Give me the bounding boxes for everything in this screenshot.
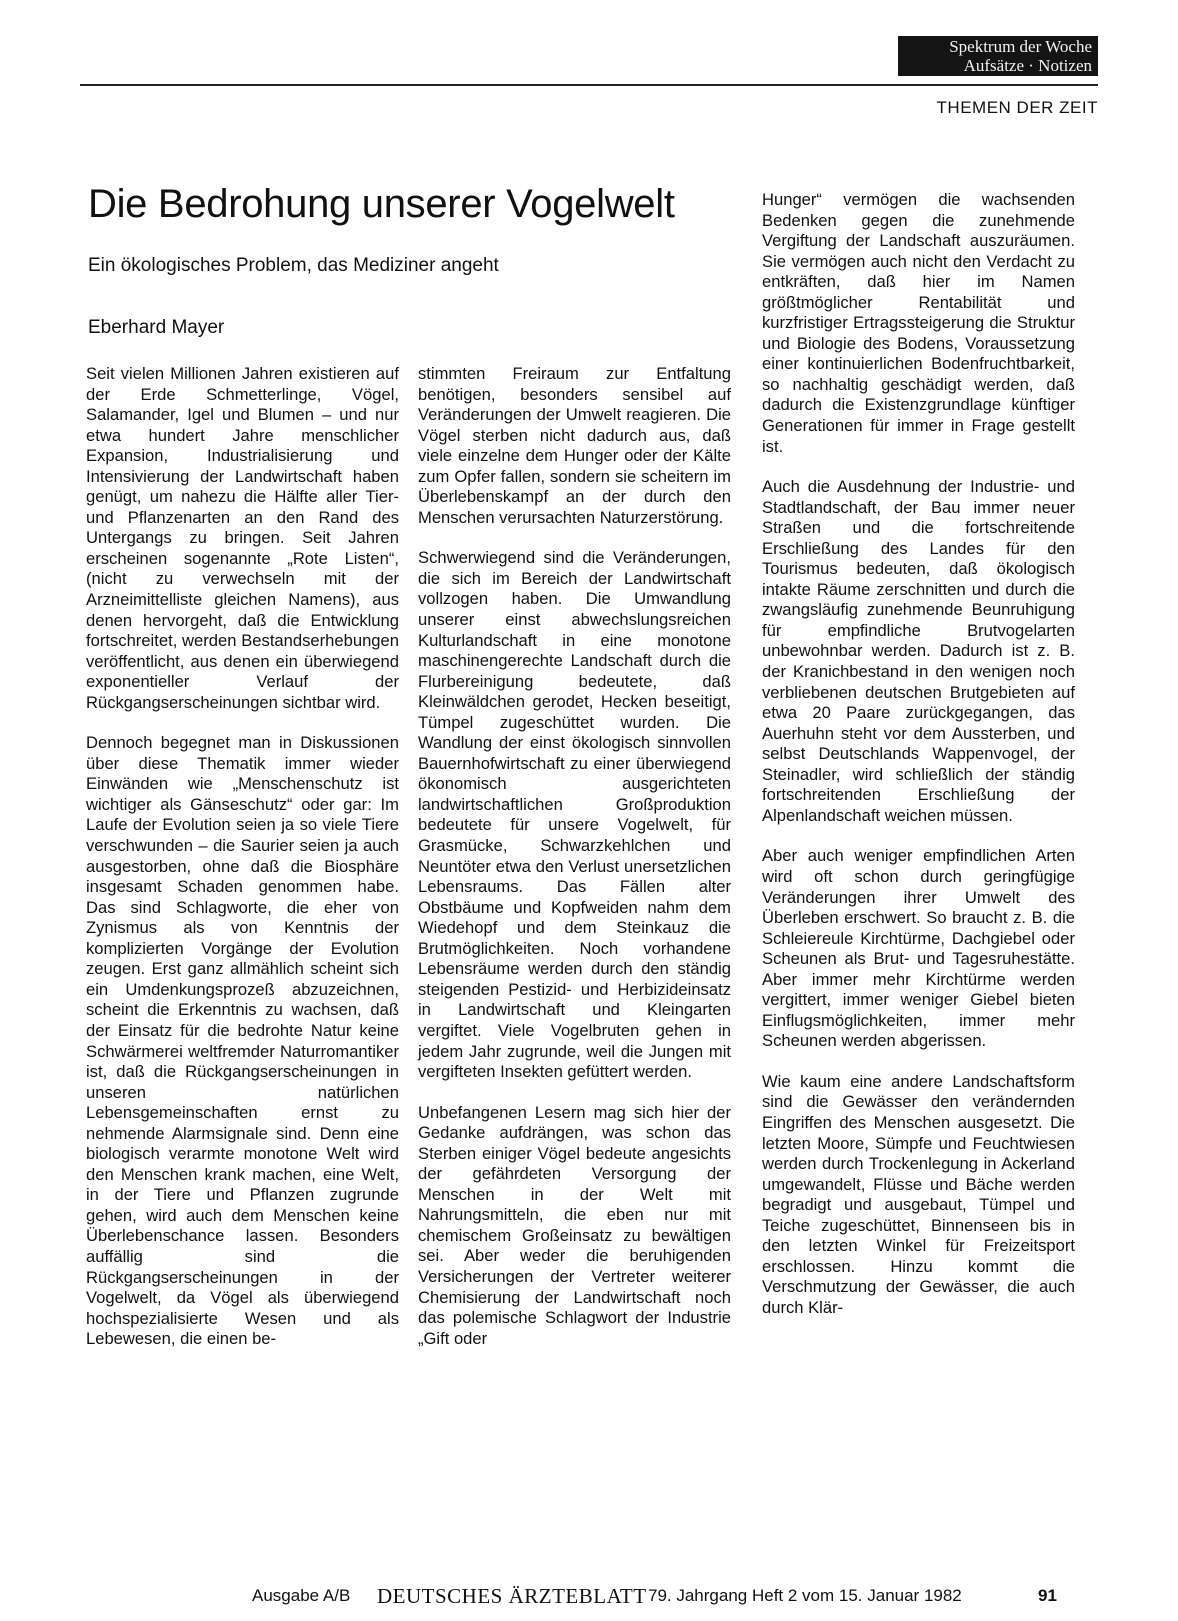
paragraph: Schwerwiegend sind die Veränderungen, die sich im Bereich der Landwirtschaft vollzogen haben. Die Umwandlung unserer einst abwechslungsreichen Kulturlandschaft in eine monotone maschinengerechte Landschaft durch die Flurbereinigung bedeutete, daß Kleinwäldchen gerodet, Hecken beseitigt, Tümpel zugeschüttet wurden. Die Wandlung der einst ökologisch sinnvollen Bauernhofwirtschaft zu einer überwiegend ökonomisch ausgerichteten landwirtschaftlichen Großproduktion bedeutete für unsere Vogelwelt, für Grasmücke, Schwarzkehlchen und Neuntöter etwa den Verlust unersetzlichen Lebensraums. Das Fällen alter Obstbäume und Kopfweiden nahm dem Wiedehopf und dem Steinkauz die Brutmöglichkeiten. Noch vorhandene Lebensräume werden durch den ständig steigenden Pestizid- und Herbizideinsatz in Landwirtschaft und Kleingarten vergiftet. Viele Vogelbruten gehen in jedem Jahr zugrunde, weil die Jungen mit vergifteten Insekten gefüttert werden.: [418, 548, 731, 1082]
paragraph: Unbefangenen Lesern mag sich hier der Gedanke aufdrängen, was schon das Sterben einiger Vögel bedeute angesichts der gefährdeten Versorgung der Menschen in der Welt mit Nahrungsmitteln, die eben nur mit chemischem Großeinsatz zu bewältigen sei. Aber weder die beruhigenden Versicherungen der Vertreter weiterer Chemisierung der Landwirtschaft noch das polemische Schlagwort der Industrie „Gift oder: [418, 1102, 731, 1348]
badge-line-2: Aufsätze · Notizen: [963, 56, 1092, 75]
section-badge: [898, 36, 1098, 76]
article-subtitle: Ein ökologisches Problem, das Mediziner angeht: [88, 255, 499, 276]
article-author: Eberhard Mayer: [88, 317, 225, 338]
text-column-1: [86, 364, 399, 1370]
paragraph: Aber auch weniger empfindlichen Arten wird oft schon durch geringfügige Veränderungen ihrer Umwelt des Überleben erschwert. So braucht z. B. die Schleiereule Kirchtürme, Dachgiebel oder Scheunen als Brut- und Tagesruhestätte. Aber immer mehr Kirchtürme werden vergittert, immer weniger Giebel bieten Einflugsmöglichkeiten, immer mehr Scheunen werden abgerissen.: [762, 846, 1075, 1051]
badge-line-1: Spektrum der Woche: [949, 37, 1092, 56]
paragraph: Dennoch begegnet man in Diskussionen über diese Thematik immer wieder Einwänden wie „Menschenschutz ist wichtiger als Gänseschutz“ oder gar: Im Laufe der Evolution seien ja so viele Tiere verschwunden – die Saurier seien ja auch ausgestorben, ohne daß die Biosphäre insgesamt Schaden genommen habe. Das sind Schlagworte, die eher von Zynismus als von Kenntnis der komplizierten Vorgänge der Evolution zeugen. Erst ganz allmählich scheint sich ein Umdenkungsprozeß abzuzeichnen, scheint die Erkenntnis zu wachsen, daß der Einsatz für die bedrohte Natur keine Schwärmerei weltfremder Naturromantiker ist, daß die Rückgangserscheinungen in unseren natürlichen Lebensgemeinschaften ernst zu nehmende Alarmsignale sind. Denn eine biologisch verarmte monotone Welt wird den Menschen krank machen, eine Welt, in der Tiere und Pflanzen zugrunde gehen, wird auch dem Menschen keine Überlebenschance lassen. Besonders auffällig sind die Rückgangserscheinungen in der Vogelwelt, da Vögel als überwiegend hochspezialisierte Wesen und als Lebewesen, die einen be-: [86, 733, 399, 1349]
paragraph: Wie kaum eine andere Landschaftsform sind die Gewässer den verändernden Eingriffen des Menschen ausgesetzt. Die letzten Moore, Sümpfe und Feuchtwiesen werden durch Trockenlegung in Ackerland umgewandelt, Flüsse und Bäche werden begradigt und ausgebaut, Tümpel und Teiche zugeschüttet, Binnenseen bis in den letzten Winkel für Freizeitsport erschlossen. Hinzu kommt die Verschmutzung der Gewässer, die auch durch Klär-: [762, 1071, 1075, 1317]
page-number: 91: [1038, 1586, 1057, 1605]
header-rule: [80, 84, 1098, 86]
paragraph: Hunger“ vermögen die wachsenden Bedenken gegen die zunehmende Vergiftung der Landschaft auszuräumen. Sie vermögen auch nicht den Verdacht zu entkräften, daß hier im Namen größtmöglicher Rentabilität und kurzfristiger Ertragssteigerung die Struktur und Biologie des Bodens, Voraussetzung einer kontinuierlichen Bodenfruchtbarkeit, so nachhaltig geschädigt werden, daß dadurch die Existenzgrundlage künftiger Generationen für immer in Frage gestellt ist.: [762, 190, 1075, 456]
text-column-3: [762, 190, 1075, 1338]
text-column-2: [418, 364, 731, 1369]
paragraph: Auch die Ausdehnung der Industrie- und Stadtlandschaft, der Bau immer neuer Straßen und die fortschreitende Erschließung des Landes für den Tourismus bedeuten, daß ökologisch intakte Räume zerschnitten und durch die zwangsläufig zunehmende Beunruhigung für empfindliche Brutvogelarten unbewohnbar werden. Dadurch ist z. B. der Kranichbestand in den wenigen noch verbliebenen deutschen Brutgebieten auf etwa 20 Paare zurückgegangen, das Auerhuhn steht vor dem Aussterben, und selbst Deutschlands Wappenvogel, der Steinadler, wird schließlich der ständig fortschreitenden Erschließung der Alpenlandschaft weichen müssen.: [762, 477, 1075, 825]
section-label: THEMEN DER ZEIT: [936, 98, 1098, 117]
paragraph: stimmten Freiraum zur Entfaltung benötigen, besonders sensibel auf Veränderungen der Umwelt reagieren. Die Vögel sterben nicht dadurch aus, daß viele einzelne dem Hunger oder der Kälte zum Opfer fallen, sondern sie scheitern im Überlebenskampf an der durch den Menschen verursachten Naturzerstörung.: [418, 364, 731, 527]
paragraph: Seit vielen Millionen Jahren existieren auf der Erde Schmetterlinge, Vögel, Salamander, Igel und Blumen – und nur etwa hundert Jahre menschlicher Expansion, Industrialisierung und Intensivierung der Landwirtschaft haben genügt, um nahezu die Hälfte aller Tier- und Pflanzenarten an den Rand des Untergangs zu bringen. Seit Jahren erscheinen sogenannte „Rote Listen“, (nicht zu verwechseln mit der Arzneimittelliste gleichen Namens), aus denen hervorgeht, daß die Entwicklung fortschreitet, werden Bestandserhebungen veröffentlicht, aus denen ein überwiegend exponentieller Verlauf der Rückgangserscheinungen sichtbar wird.: [86, 364, 399, 712]
footer-edition: Ausgabe A/B: [252, 1586, 351, 1605]
article-title: Die Bedrohung unserer Vogelwelt: [88, 182, 675, 226]
footer-issue: 79. Jahrgang Heft 2 vom 15. Januar 1982: [648, 1586, 962, 1605]
footer-journal: DEUTSCHES ÄRZTEBLATT: [377, 1584, 647, 1608]
